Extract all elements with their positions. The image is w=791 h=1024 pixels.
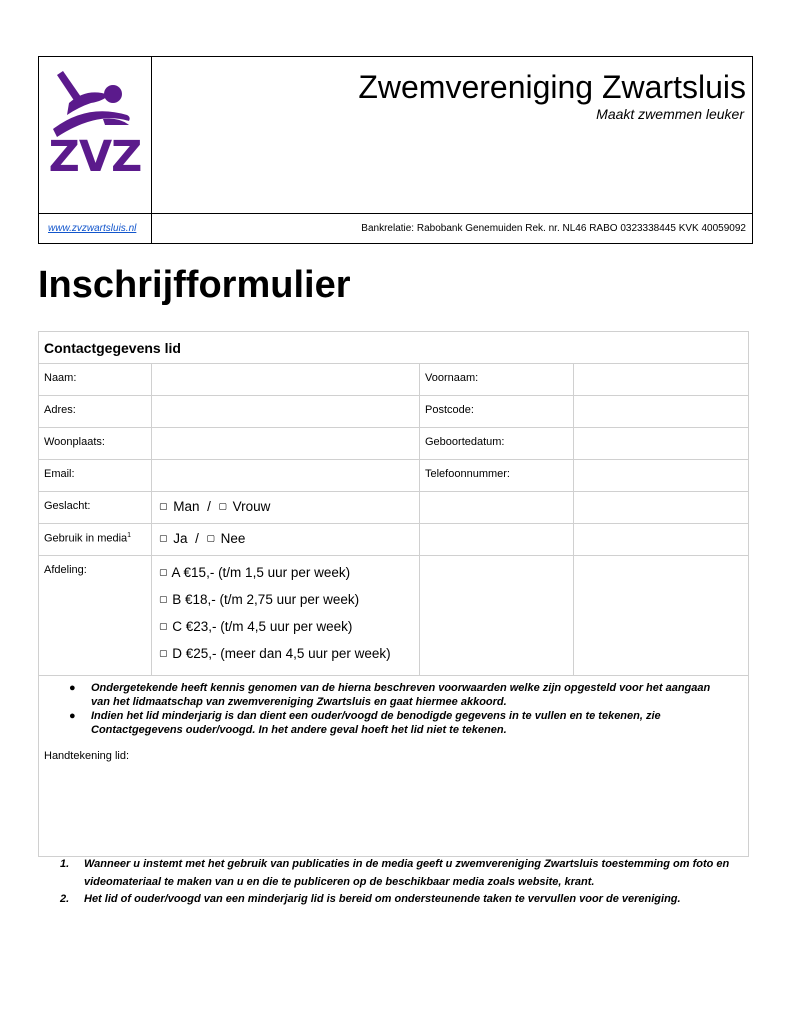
empty-cell [420, 492, 574, 523]
voornaam-label: Voornaam: [420, 364, 574, 395]
form-row [39, 556, 748, 676]
adres-label: Adres: [39, 396, 152, 427]
contact-form [38, 331, 749, 857]
page-title: Inschrijfformulier [38, 264, 351, 306]
geslacht-label: Geslacht: [39, 492, 152, 523]
terms-list [69, 682, 719, 738]
media-options [152, 524, 420, 555]
option-nee: Nee [220, 531, 246, 546]
terms-item: ● Ondergetekende heeft kennis genomen van de hierna beschreven voorwaarden welke zijn opgesteld voor het aangaan van het lidmaatschap van zwemvereniging Zwartsluis en gaat hiermee akkoord. [69, 682, 711, 708]
form-row [39, 460, 748, 492]
terms-section [39, 676, 748, 858]
geboortedatum-field[interactable] [574, 428, 750, 459]
postcode-label: Postcode: [420, 396, 574, 427]
option-ja: Ja [173, 531, 188, 546]
section-title: Contactgegevens lid [39, 332, 748, 364]
footnote: 2. Het lid of ouder/voogd van een minderjarig lid is bereid om ondersteunende taken te vervullen voor de vereniging. [60, 893, 681, 905]
website-link[interactable]: www.zvzwartsluis.nl [39, 214, 152, 244]
afdeling-options [152, 556, 420, 675]
option-vrouw: Vrouw [232, 499, 271, 514]
empty-cell [420, 556, 574, 675]
email-field[interactable] [152, 460, 420, 491]
club-name: Zwemvereniging Zwartsluis [358, 69, 746, 105]
empty-cell [574, 492, 750, 523]
afdeling-option-a[interactable]: ▢ A €15,- (t/m 1,5 uur per week) [159, 565, 351, 580]
signature-label: Handtekening lid: [44, 750, 130, 762]
afdeling-option-b[interactable]: ▢ B €18,- (t/m 2,75 uur per week) [159, 592, 360, 607]
option-separator: / [207, 499, 211, 514]
checkbox-ja[interactable]: ▢ [159, 533, 168, 543]
naam-field[interactable] [152, 364, 420, 395]
form-row [39, 396, 748, 428]
logo-cell [39, 57, 152, 213]
footnote-ref: 1 [127, 532, 132, 539]
afdeling-label: Afdeling: [39, 556, 152, 675]
terms-item: ● Indien het lid minderjarig is dan dient een ouder/voogd de benodigde gegevens in te vullen en te tekenen, zie Contactgegevens ouder/voogd. In het andere geval hoeft het lid niet te tekenen. [69, 710, 661, 736]
form-row [39, 428, 748, 460]
afdeling-option-c[interactable]: ▢ C €23,- (t/m 4,5 uur per week) [159, 619, 353, 634]
checkbox-man[interactable]: ▢ [159, 501, 168, 511]
media-label: Gebruik in media$^1$ [39, 524, 152, 555]
voornaam-field[interactable] [574, 364, 750, 395]
footnote: 1. Wanneer u instemt met het gebruik van publicaties in de media geeft u zwemvereniging Zwartsluis toestemming om foto en videomateriaal te maken van u en die te publiceren op de beschikbaar media zoals website, krant. [60, 858, 730, 888]
empty-cell [574, 524, 750, 555]
club-slogan: Maakt zwemmen leuker [596, 106, 744, 122]
empty-cell [574, 556, 750, 675]
email-label: Email: [39, 460, 152, 491]
footnotes [60, 856, 760, 909]
geslacht-options [152, 492, 420, 523]
afdeling-option-d[interactable]: ▢ D €25,- (meer dan 4,5 uur per week) [159, 646, 391, 661]
empty-cell [420, 524, 574, 555]
checkbox-vrouw[interactable]: ▢ [218, 501, 227, 511]
woonplaats-label: Woonplaats: [39, 428, 152, 459]
checkbox-nee[interactable]: ▢ [206, 533, 215, 543]
form-row [39, 364, 748, 396]
header-footer-row [39, 213, 752, 243]
form-row [39, 492, 748, 524]
postcode-field[interactable] [574, 396, 750, 427]
bank-info: Bankrelatie: Rabobank Genemuiden Rek. nr. NL46 RABO 0323338445 KVK 40059092 [361, 223, 746, 234]
geboortedatum-label: Geboortedatum: [420, 428, 574, 459]
option-man: Man [173, 499, 200, 514]
zvz-logo [47, 67, 143, 175]
naam-label: Naam: [39, 364, 152, 395]
form-row [39, 524, 748, 556]
telefoon-label: Telefoonnummer: [420, 460, 574, 491]
option-separator: / [195, 531, 199, 546]
letterhead [38, 56, 753, 244]
logo-text: ZVZ [48, 132, 142, 175]
woonplaats-field[interactable] [152, 428, 420, 459]
adres-field[interactable] [152, 396, 420, 427]
telefoon-field[interactable] [574, 460, 750, 491]
